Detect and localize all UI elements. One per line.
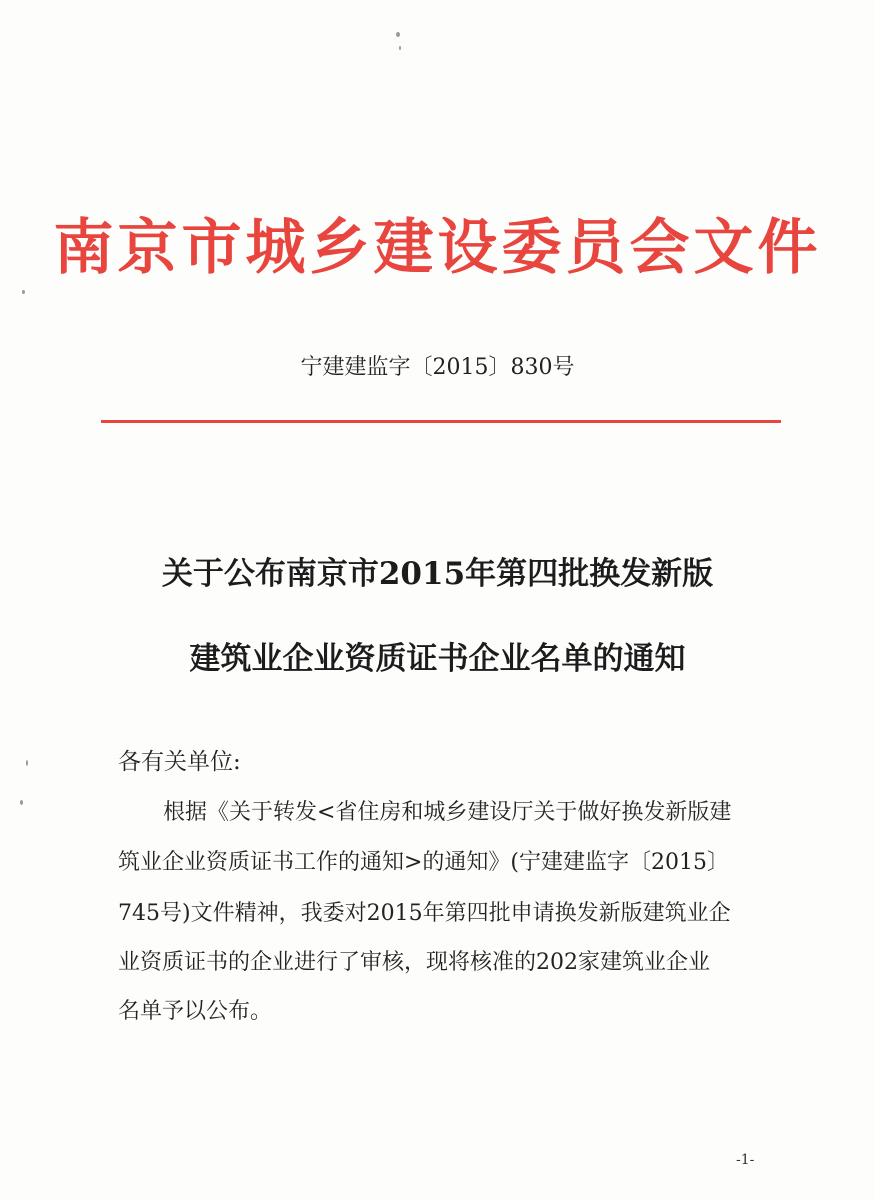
notice-title-line-2: 建筑业企业资质证书企业名单的通知: [189, 641, 686, 677]
scan-speck: [396, 32, 400, 37]
body-line: 业资质证书的企业进行了审核，现将核准的202家建筑业企业: [118, 950, 710, 975]
scan-speck: [22, 290, 25, 294]
document-number: 宁建建监字〔2015〕830号: [300, 355, 575, 380]
body-line: 名单予以公布。: [118, 999, 273, 1024]
body-line: 筑业企业资质证书工作的通知>的通知》(宁建建监字〔2015〕: [118, 850, 730, 875]
scan-speck: [399, 46, 401, 50]
scan-speck: [26, 760, 28, 766]
body-line: 745号)文件精神，我委对2015年第四批申请换发新版建筑业企: [118, 901, 731, 926]
scan-speck: [20, 800, 23, 805]
salutation: 各有关单位:: [118, 749, 241, 775]
issuer-title: 南京市城乡建设委员会文件: [53, 213, 822, 283]
body-line: 根据《关于转发<省住房和城乡建设厅关于做好换发新版建: [163, 800, 732, 825]
notice-title-line-1: 关于公布南京市2015年第四批换发新版: [161, 556, 714, 592]
page-number: -1-: [736, 1152, 755, 1168]
header-divider: [101, 420, 781, 423]
